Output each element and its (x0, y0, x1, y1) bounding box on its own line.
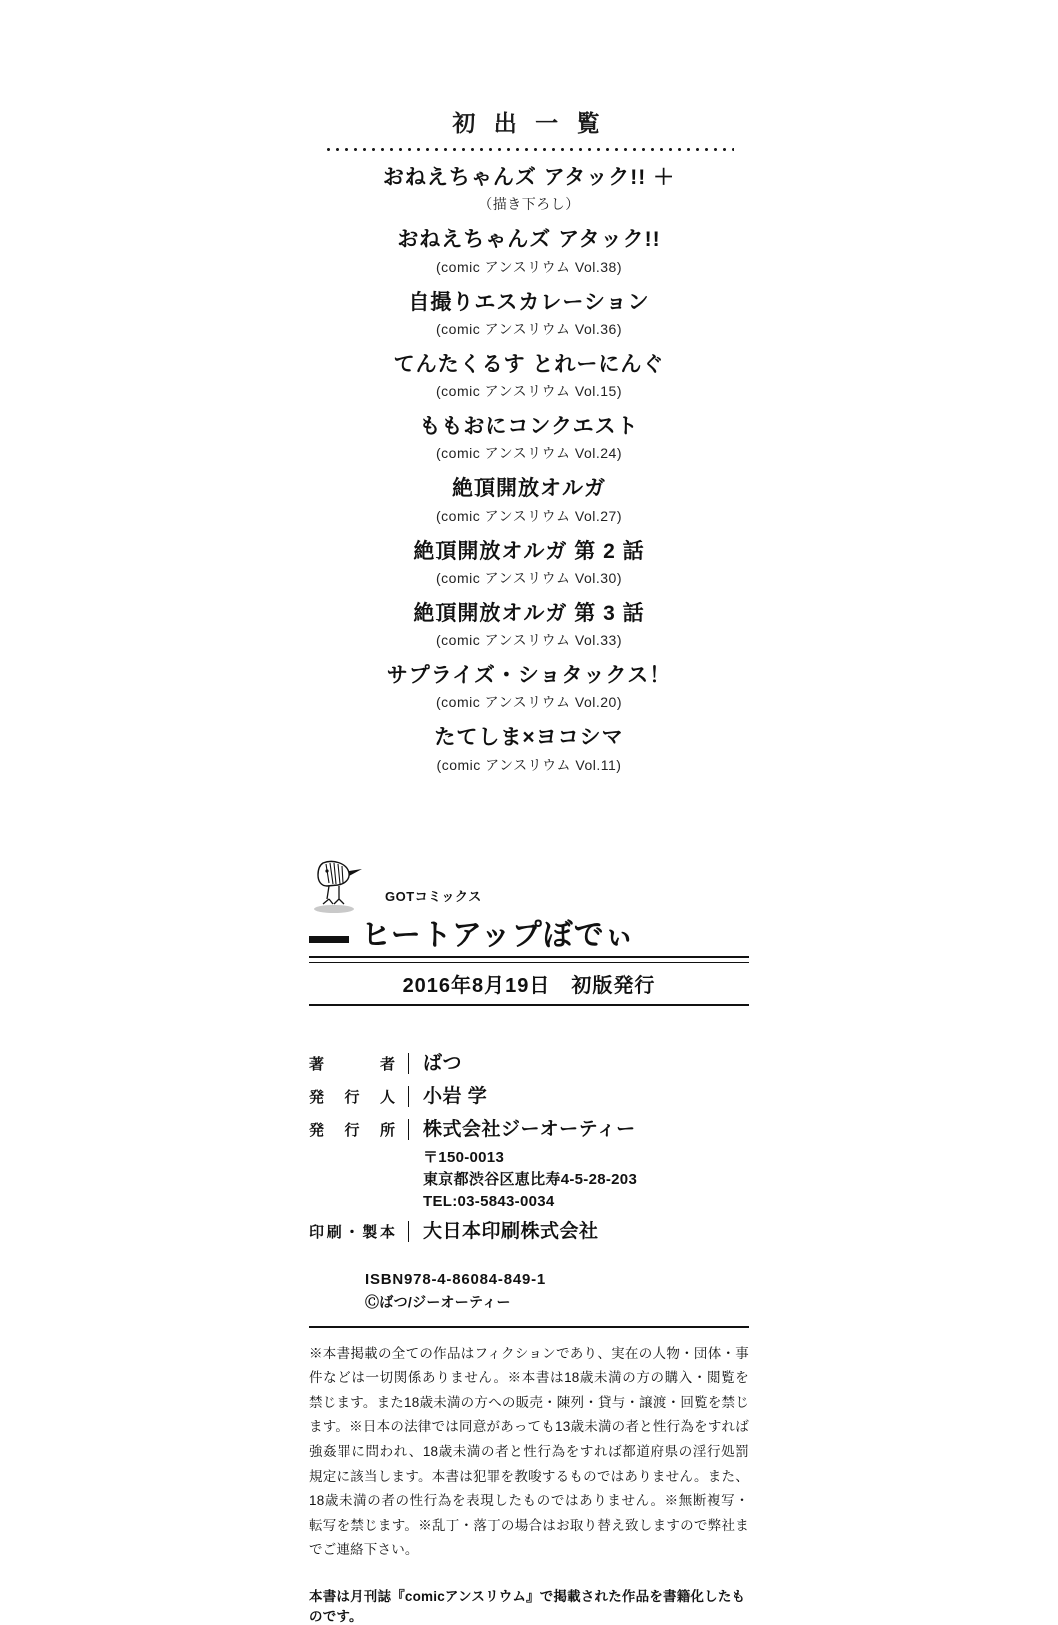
credit-source: (comic アンスリウム Vol.20) (436, 694, 622, 711)
credit-title: おねえちゃんズ アタック!! ＋ (382, 166, 676, 189)
divider-thick (309, 956, 749, 958)
printing-value: 大日本印刷株式会社 (423, 1221, 599, 1243)
address-telephone: TEL:03-5843-0034 (423, 1192, 555, 1210)
credit-title: おねえちゃんズ アタック!! (397, 228, 661, 252)
credit-source: (comic アンスリウム Vol.27) (436, 507, 622, 524)
credit-source: (comic アンスリウム Vol.11) (436, 756, 622, 773)
divider-before-notice (309, 1326, 749, 1328)
credit-entry (0, 290, 1058, 339)
credit-source: （描き下ろし） (478, 196, 580, 213)
colophon-section (309, 855, 749, 1625)
credit-title: 絶頂開放オルガ 第 2 話 (413, 539, 645, 563)
credit-entry (0, 476, 1058, 525)
dotted-divider (324, 148, 734, 151)
credit-entry (0, 227, 1058, 276)
credit-entry (0, 663, 1058, 712)
credit-entry (0, 539, 1058, 588)
legal-notice: ※本書掲載の全ての作品はフィクションであり、実在の人物・団体・事件などは一切関係ありません。※本書は18歳未満の方の購入・閲覧を禁じます。また18歳未満の方への販売・陳列・貸与・譲渡・回覧を禁じます。※日本の法律では同意があっても13歳未満の者と性行為をすれば強姦罪に問われ、18歳未満の者と性行為をすれば都道府県の淫行処罰規定に該当します。本書は犯罪を教唆するものではありません。また、18歳未満の者の性行為を表現したものではありません。※無断複写・転写を禁じます。※乱丁・落丁の場合はお取り替え致しますので弊社までご連絡下さい。 (309, 1345, 749, 1558)
staff-row (309, 1081, 749, 1108)
credit-source: (comic アンスリウム Vol.38) (436, 258, 622, 275)
credit-title: てんたくるす とれーにんぐ (393, 352, 665, 376)
book-title: ヒートアップぼでぃ (361, 919, 636, 952)
isbn-block (309, 1269, 749, 1312)
publication-date: 2016年8月19日 初版発行 (402, 975, 656, 997)
imprint-row (309, 855, 749, 917)
credit-title: 絶頂開放オルガ 第 3 話 (413, 601, 645, 625)
credit-title: 自撮りエスカレーション (408, 290, 650, 314)
book-title-row (309, 919, 749, 952)
staff-value: ばつ (423, 1053, 463, 1074)
credit-title: 絶頂開放オルガ (452, 477, 606, 501)
credit-entry (0, 414, 1058, 463)
credit-source: (comic アンスリウム Vol.24) (436, 445, 622, 462)
credit-source: (comic アンスリウム Vol.15) (436, 383, 622, 399)
staff-row (309, 1114, 749, 1141)
credit-entry (0, 601, 1058, 650)
credit-entry (0, 352, 1058, 401)
staff-label: 発行所 (309, 1119, 409, 1140)
footer-note: 本書は月刊誌『comicアンスリウム』で掲載された作品を書籍化したものです。 (309, 1588, 746, 1624)
credit-entry (0, 725, 1058, 774)
copyright-line: Ⓒばつ/ジーオーティー (365, 1293, 511, 1310)
staff-value: 小岩 学 (423, 1086, 488, 1107)
staff-row-printing (309, 1216, 749, 1243)
credit-source: (comic アンスリウム Vol.30) (436, 569, 622, 586)
staff-list (309, 1048, 749, 1243)
staff-label: 著者 (309, 1053, 409, 1074)
credit-title: サプライズ・ショタックス！ (386, 664, 672, 687)
credits-title: 初 出 一 覧 (452, 110, 606, 136)
title-accent-bar (309, 936, 349, 943)
staff-label: 発行人 (309, 1086, 409, 1107)
publisher-address (309, 1147, 749, 1212)
credit-source: (comic アンスリウム Vol.36) (436, 320, 622, 337)
address-postal-code: 〒150-0013 (423, 1149, 505, 1166)
divider-after-date (309, 1004, 749, 1006)
imprint-label: GOTコミックス (385, 889, 482, 904)
credits-section (0, 105, 1058, 788)
credit-title: ももおにコンクエスト (419, 415, 639, 438)
address-street: 東京都渋谷区恵比寿4-5-28-203 (423, 1170, 638, 1188)
credit-entry (0, 165, 1058, 214)
credit-title: たてしま×ヨコシマ (434, 726, 624, 750)
printing-label: 印刷・製本 (309, 1221, 409, 1242)
isbn-number: ISBN978-4-86084-849-1 (365, 1271, 547, 1289)
staff-value: 株式会社ジーオーティー (423, 1119, 636, 1140)
staff-row (309, 1048, 749, 1075)
bird-logo-icon (309, 857, 375, 917)
credit-source: (comic アンスリウム Vol.33) (436, 632, 622, 648)
